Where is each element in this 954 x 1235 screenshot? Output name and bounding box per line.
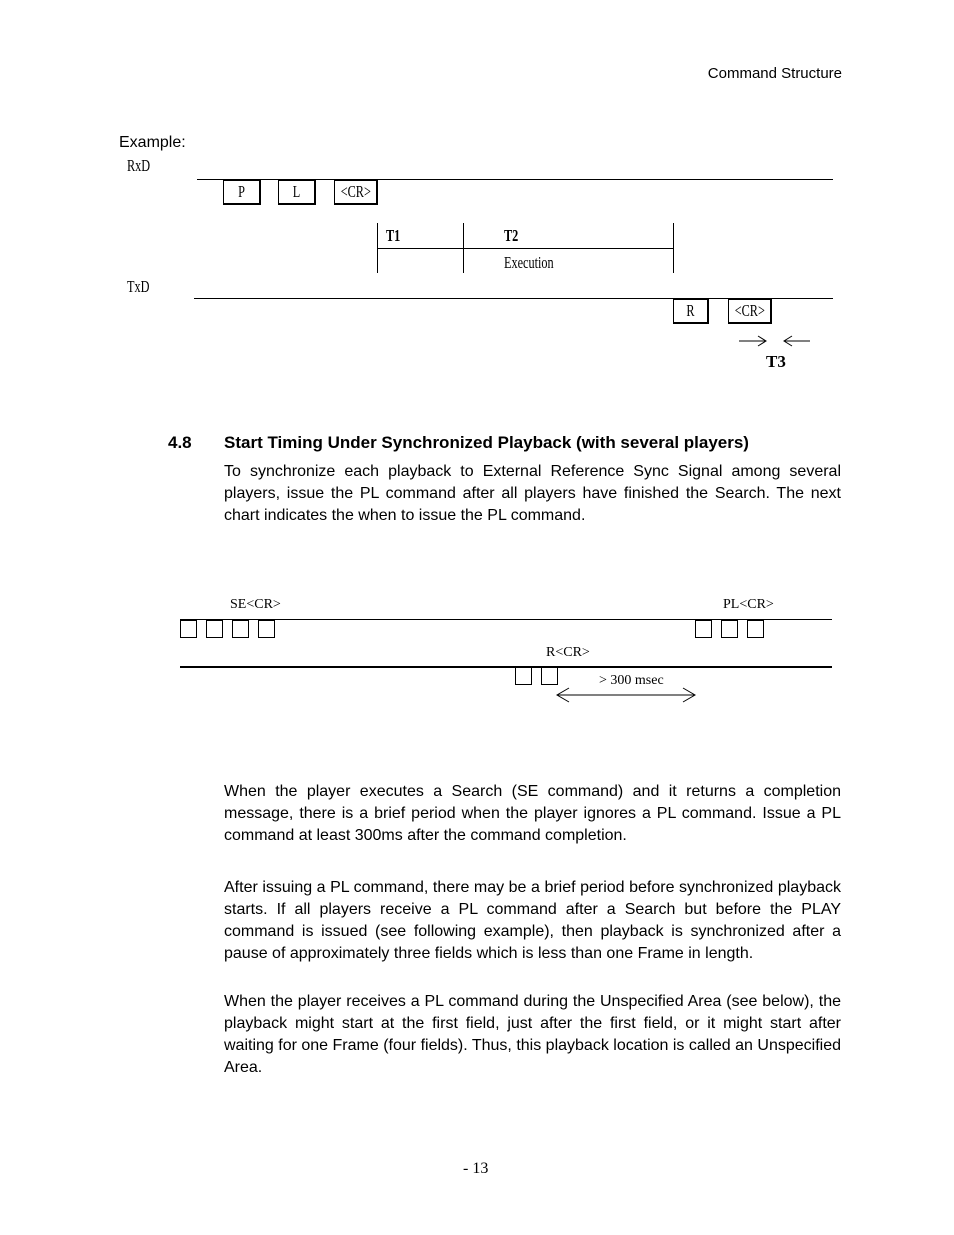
interval-arrow bbox=[554, 686, 700, 704]
r-box-1 bbox=[515, 667, 532, 685]
pl-cr-label: PL<CR> bbox=[723, 597, 774, 612]
rx-box-p bbox=[223, 180, 261, 205]
page-number: - 13 bbox=[463, 1160, 489, 1177]
se-box-3 bbox=[232, 620, 249, 638]
execution-label: Execution bbox=[504, 253, 554, 272]
pl-box-1 bbox=[695, 620, 712, 638]
interval-label: > 300 msec bbox=[599, 673, 664, 688]
sync-tx-line bbox=[180, 666, 832, 668]
t1-label: T1 bbox=[386, 226, 401, 245]
se-cr-label: SE<CR> bbox=[230, 597, 281, 612]
section-title: Start Timing Under Synchronized Playback (with several players) bbox=[224, 433, 749, 452]
running-header: Command Structure bbox=[707, 65, 842, 82]
example-label: Example: bbox=[119, 134, 186, 151]
t2-label: T2 bbox=[504, 226, 519, 245]
paragraph-pl-delay: After issuing a PL command, there may be a brief period before synchronized playback starts. If all players receive a PL command after a Search but before the PLAY command is issued (see following example), then playback is synchronized after a pause of approximately three fields which is less than one Frame in length. bbox=[224, 879, 841, 962]
t-divider-line bbox=[377, 248, 674, 249]
r-cr-label: R<CR> bbox=[546, 645, 590, 660]
se-box-2 bbox=[206, 620, 223, 638]
txd-label: TxD bbox=[127, 277, 150, 296]
rx-box-l-label: L bbox=[292, 182, 301, 201]
rx-box-p-label: P bbox=[238, 182, 245, 201]
rx-box-cr-label: <CR> bbox=[340, 182, 371, 201]
tx-box-r bbox=[673, 299, 709, 324]
tx-box-cr bbox=[728, 299, 772, 324]
se-box-1 bbox=[180, 620, 197, 638]
rxd-label: RxD bbox=[127, 156, 151, 175]
t3-label: T3 bbox=[766, 352, 786, 371]
pl-box-3 bbox=[747, 620, 764, 638]
r-box-2 bbox=[541, 667, 558, 685]
pl-box-2 bbox=[721, 620, 738, 638]
tx-box-cr-label: <CR> bbox=[734, 301, 765, 320]
paragraph-search-completion: When the player executes a Search (SE command) and it returns a completion message, there is a brief period when the player ignores a PL command. Issue a PL command at least 300ms after the command completion. bbox=[224, 783, 841, 844]
t3-arrows bbox=[735, 332, 815, 352]
section-intro: To synchronize each playback to External Reference Sync Signal among several players, issue the PL command after all players have finished the Search. The next chart indicates the when to issue the PL command. bbox=[224, 463, 841, 524]
se-box-4 bbox=[258, 620, 275, 638]
rx-box-l bbox=[278, 180, 316, 205]
rx-box-cr bbox=[334, 180, 378, 205]
tx-box-r-label: R bbox=[686, 301, 695, 320]
paragraph-unspecified-area: When the player receives a PL command during the Unspecified Area (see below), the playback might start at the first field, just after the first field, or it might start after waiting for one Frame (four fields). Thus, this playback location is called an Unspecified Area. bbox=[224, 993, 841, 1076]
section-number: 4.8 bbox=[168, 433, 192, 452]
